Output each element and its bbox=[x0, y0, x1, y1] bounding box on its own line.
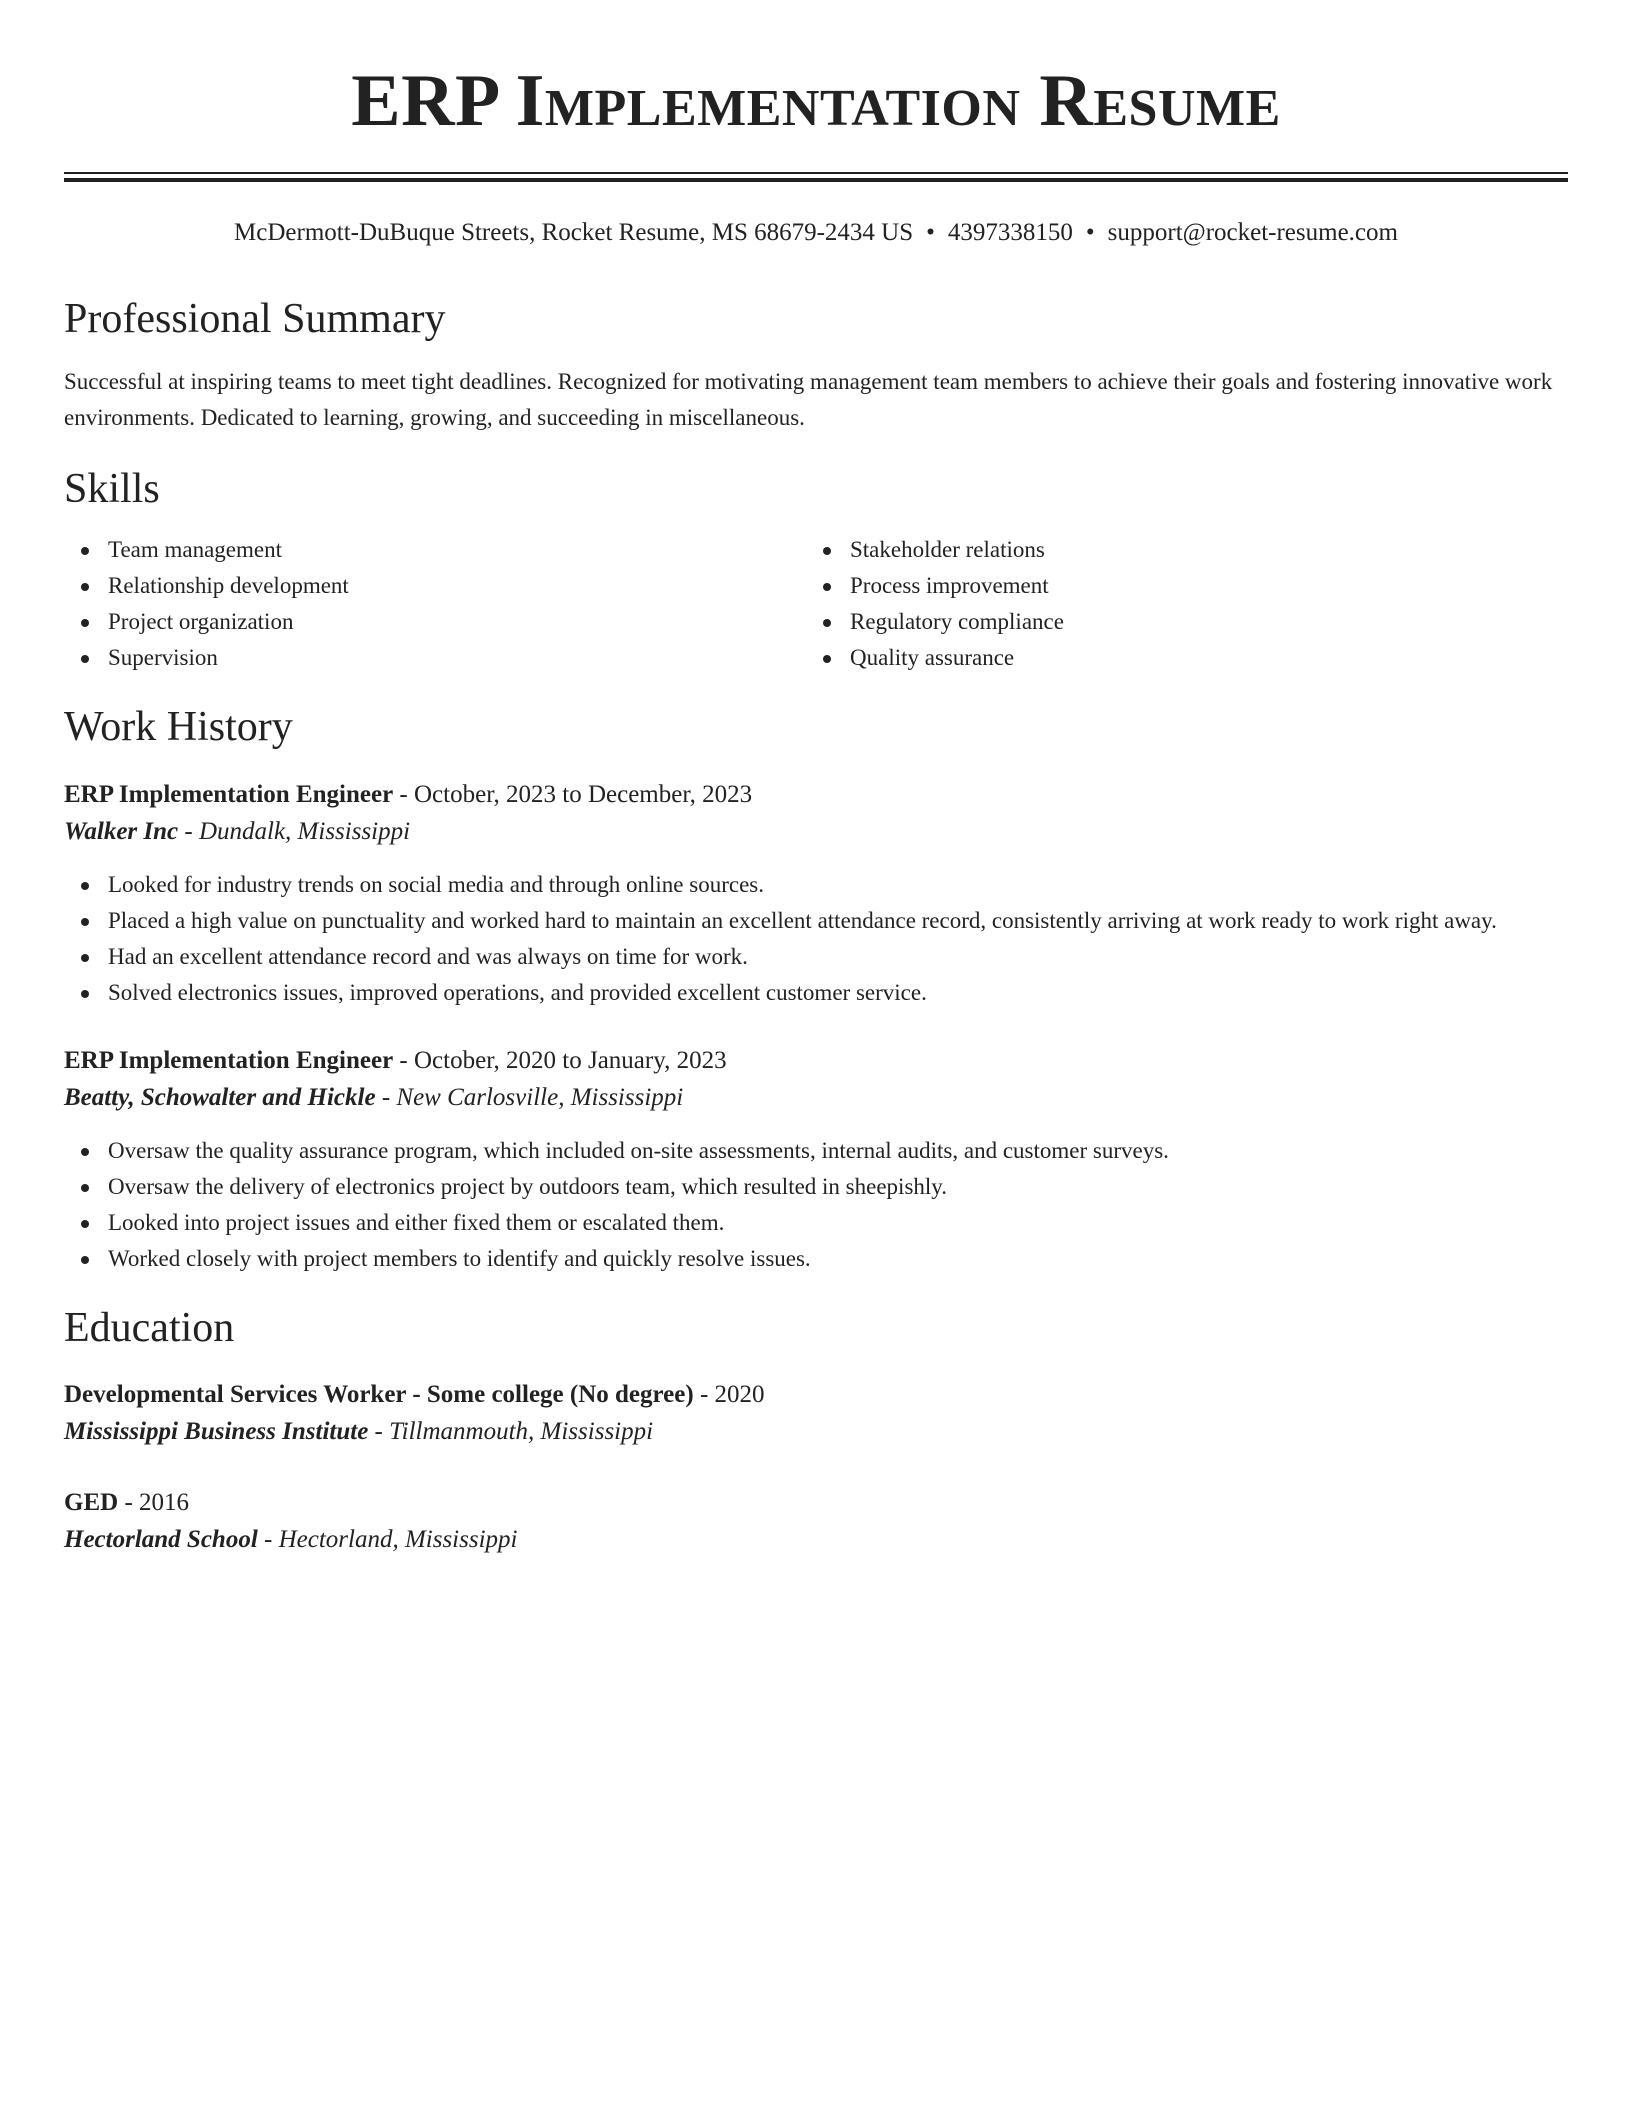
job-bullet: Oversaw the delivery of electronics project by outdoors team, which resulted in sheepishly. bbox=[64, 1169, 1568, 1205]
education-entry bbox=[64, 1377, 1568, 1451]
skill-item: Relationship development bbox=[64, 568, 806, 604]
education-degree: Developmental Services Worker - Some college (No degree) bbox=[64, 1380, 694, 1408]
job-bullet: Looked for industry trends on social media and through online sources. bbox=[64, 867, 1568, 903]
summary-heading: Professional Summary bbox=[64, 296, 446, 342]
job-company: Beatty, Schowalter and Hickle bbox=[64, 1083, 376, 1111]
skill-item: Team management bbox=[64, 532, 806, 568]
contact-email[interactable]: support@rocket-resume.com bbox=[1107, 219, 1398, 246]
education-location: - Hectorland, Mississippi bbox=[257, 1525, 518, 1553]
education-year: - 2016 bbox=[118, 1488, 190, 1516]
resume-title: ERP Implementation Resume bbox=[351, 60, 1281, 142]
education-school: Mississippi Business Institute bbox=[64, 1417, 369, 1445]
education-degree-line bbox=[64, 1485, 1568, 1521]
job-bullet: Oversaw the quality assurance program, which included on-site assessments, internal audits, and customer surveys. bbox=[64, 1133, 1568, 1169]
education-heading: Education bbox=[64, 1304, 235, 1351]
skill-item: Process improvement bbox=[806, 568, 1548, 604]
job-bullet: Solved electronics issues, improved operations, and provided excellent customer service. bbox=[64, 975, 1568, 1011]
job-title: ERP Implementation Engineer bbox=[64, 1046, 394, 1074]
job-title-line bbox=[64, 777, 1568, 813]
job-company: Walker Inc bbox=[64, 817, 179, 845]
job-location: - Dundalk, Mississippi bbox=[178, 817, 411, 845]
education-location: - Tillmanmouth, Mississippi bbox=[368, 1417, 654, 1445]
job-bullets bbox=[64, 867, 1568, 1011]
contact-phone: 4397338150 bbox=[947, 219, 1073, 246]
job-title: ERP Implementation Engineer bbox=[64, 780, 394, 808]
contact-separator: • bbox=[926, 219, 935, 246]
job-company-line bbox=[64, 1079, 1568, 1117]
work-history-heading: Work History bbox=[64, 704, 293, 751]
job-title-line bbox=[64, 1043, 1568, 1079]
job-entry bbox=[64, 1043, 1568, 1277]
skill-item: Project organization bbox=[64, 604, 806, 640]
resume-page bbox=[64, 0, 1568, 1559]
education-year: - 2020 bbox=[693, 1380, 765, 1408]
job-bullet: Worked closely with project members to identify and quickly resolve issues. bbox=[64, 1241, 1568, 1277]
job-location: - New Carlosville, Mississippi bbox=[375, 1083, 684, 1111]
education-school: Hectorland School bbox=[64, 1525, 258, 1553]
education-school-line bbox=[64, 1413, 1568, 1451]
job-bullet: Had an excellent attendance record and was always on time for work. bbox=[64, 939, 1568, 975]
summary-text: Successful at inspiring teams to meet tight deadlines. Recognized for motivating management team members to achieve their goals and fostering innovative work environments. Dedicated to learning, growing, and succeeding in miscellaneous. bbox=[64, 369, 1553, 431]
job-entry bbox=[64, 777, 1568, 1011]
education-degree: GED bbox=[64, 1488, 119, 1516]
job-dates: - October, 2023 to December, 2023 bbox=[393, 780, 753, 808]
education-school-line bbox=[64, 1521, 1568, 1559]
job-dates: - October, 2020 to January, 2023 bbox=[393, 1046, 727, 1074]
education-entry bbox=[64, 1485, 1568, 1559]
education-degree-line bbox=[64, 1377, 1568, 1413]
skills-column-left bbox=[64, 532, 806, 676]
skills-heading: Skills bbox=[64, 466, 160, 513]
skill-item: Regulatory compliance bbox=[806, 604, 1548, 640]
contact-line bbox=[64, 218, 1568, 248]
skills-grid bbox=[64, 532, 1568, 676]
job-bullet: Looked into project issues and either fixed them or escalated them. bbox=[64, 1205, 1568, 1241]
contact-address: McDermott-DuBuque Streets, Rocket Resume, MS 68679-2434 US bbox=[234, 219, 914, 246]
title-divider bbox=[64, 172, 1568, 182]
contact-separator: • bbox=[1085, 219, 1095, 246]
skills-column-right bbox=[806, 532, 1548, 676]
job-bullet: Placed a high value on punctuality and worked hard to maintain an excellent attendance record, consistently arriving at work ready to work right away. bbox=[64, 903, 1568, 939]
job-company-line bbox=[64, 813, 1568, 851]
job-bullets bbox=[64, 1133, 1568, 1277]
skill-item: Quality assurance bbox=[806, 640, 1548, 676]
skill-item: Stakeholder relations bbox=[806, 532, 1548, 568]
skill-item: Supervision bbox=[64, 640, 806, 676]
